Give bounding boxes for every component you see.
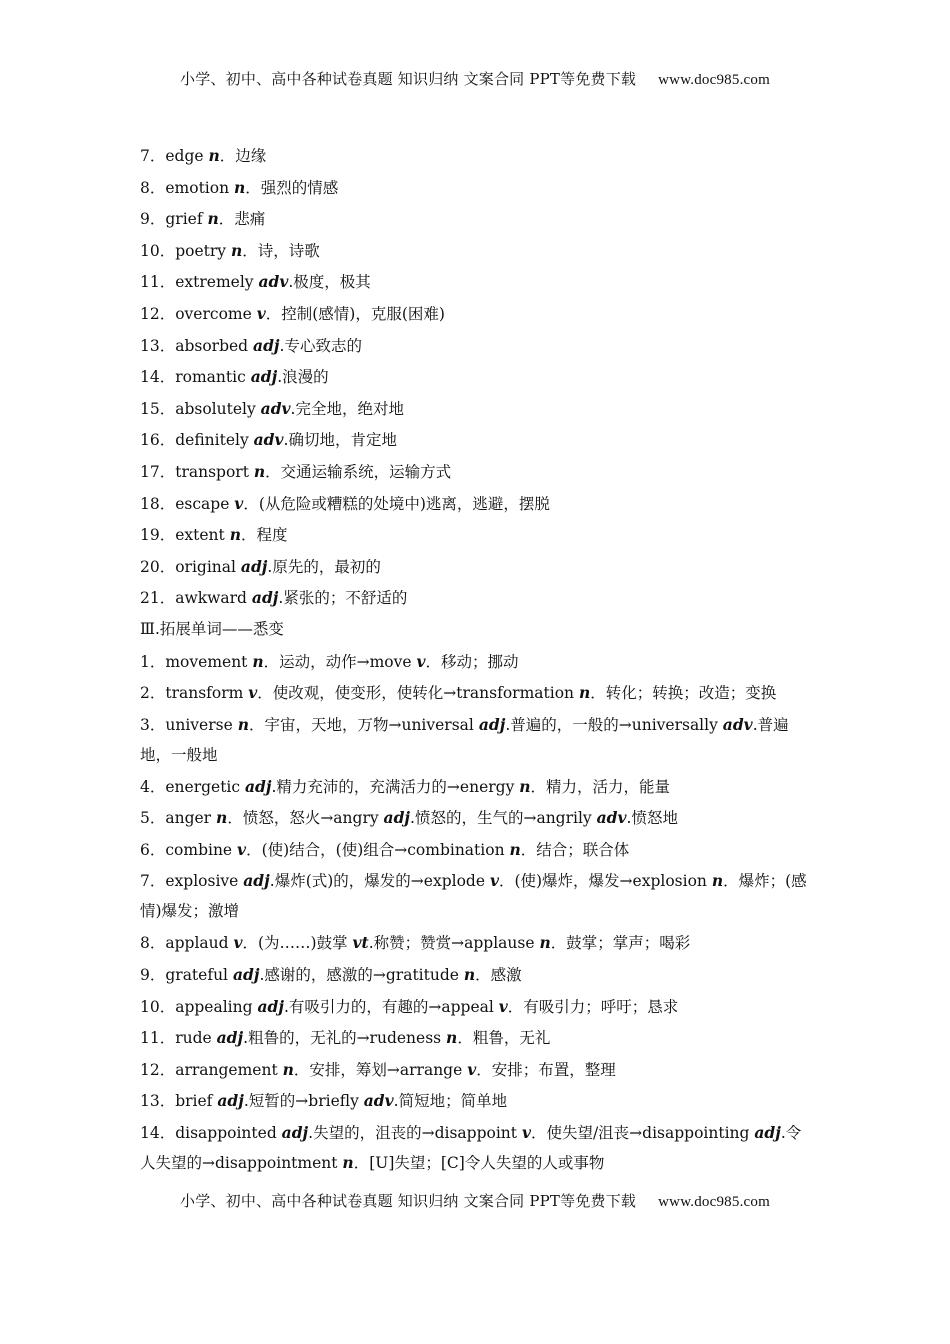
page-header [0,68,950,89]
vocab-item-text: 12．overcome v．控制(感情)，克服(困难) [140,303,445,323]
vocab-item-text: 8．applaud v．(为……)鼓掌 vt.称赞；赞赏→applause n．鼓掌；掌声；喝彩 [140,933,691,953]
part-of-speech: n [237,714,249,734]
part-of-speech: v [256,303,266,323]
part-of-speech: n [282,1059,294,1079]
vocab-item [140,361,812,393]
vocab-item [140,834,812,866]
part-of-speech: n [216,808,228,828]
part-of-speech: n [342,1153,354,1173]
section-heading [140,614,812,646]
part-of-speech: adj [232,965,260,985]
vocab-item-text: 16．definitely adv.确切地，肯定地 [140,430,397,450]
vocab-item-text: 15．absolutely adv.完全地，绝对地 [140,398,404,418]
vocab-item-text: 6．combine v．(使)结合，(使)组合→combination n．结合；联合体 [140,839,630,859]
vocab-item [140,959,812,991]
part-of-speech: adj [383,808,411,828]
footer-text: 小学、初中、高中各种试卷真题 知识归纳 文案合同 PPT等免费下载 [180,1192,637,1210]
vocab-item-text: 13．absorbed adj.专心致志的 [140,335,362,355]
part-of-speech: adj [243,871,270,891]
vocab-item-text: 8．emotion n．强烈的情感 [140,177,339,197]
vocab-item [140,330,812,362]
part-of-speech: adj [216,1028,244,1048]
vocab-item [140,771,812,803]
vocab-item [140,677,812,709]
vocab-item [140,172,812,204]
part-of-speech: n [234,177,246,197]
part-of-speech: n [208,146,220,165]
vocab-item [140,1085,812,1117]
vocab-item-text: 18．escape v．(从危险或糟糕的处境中)逃离，逃避，摆脱 [140,493,550,513]
vocab-item-text: 10．poetry n．诗，诗歌 [140,240,320,260]
vocab-item-text: 14．disappointed adj.失望的，沮丧的→disappoint v．使失望/沮丧→disappointing adj.令人失望的→disappointment n．[U]失望；[C]令人失望的人或事物 [140,1123,802,1173]
vocab-item [140,927,812,959]
part-of-speech: adj [253,335,280,355]
vocab-item [140,140,812,172]
vocab-item-text: 11．extremely adv.极度，极其 [140,272,371,292]
part-of-speech: n [463,965,476,985]
part-of-speech: adv [253,430,284,450]
footer-url: www.doc985.com [658,1194,770,1210]
vocab-item [140,235,812,267]
vocab-item [140,991,812,1023]
part-of-speech: n [519,776,531,796]
part-of-speech: v [489,871,499,891]
vocab-item [140,488,812,520]
vocab-item-text: 20．original adj.原先的，最初的 [140,556,381,576]
part-of-speech: v [416,651,426,671]
part-of-speech: n [446,1028,458,1048]
vocab-item-text: 12．arrangement n．安排，筹划→arrange v．安排；布置，整理 [140,1059,616,1079]
part-of-speech: n [509,839,521,859]
vocab-item-text: 19．extent n．程度 [140,525,288,545]
vocab-item [140,456,812,488]
part-of-speech: adv [722,714,753,734]
vocab-item-text: 1．movement n．运动，动作→move v．移动；挪动 [140,651,519,671]
part-of-speech: n [253,461,266,481]
header-url: www.doc985.com [658,72,770,88]
vocab-item-text: 10．appealing adj.有吸引力的，有趣的→appeal v．有吸引力；呼吁；恳求 [140,996,679,1016]
part-of-speech: v [521,1123,531,1143]
vocab-item [140,393,812,425]
vocabulary-list [140,140,812,1179]
vocab-item [140,203,812,235]
part-of-speech: adj [754,1123,781,1143]
part-of-speech: v [498,996,508,1016]
part-of-speech: adv [260,398,291,418]
part-of-speech: n [229,525,241,545]
part-of-speech: n [578,683,591,703]
part-of-speech: adj [251,588,279,608]
part-of-speech: v [234,493,244,513]
vocab-item-text: 2．transform v．使改观，使变形，使转化→transformation n．转化；转换；改造；变换 [140,683,777,703]
vocab-item-text: 13．brief adj.短暂的→briefly adv.简短地；简单地 [140,1091,508,1111]
vocab-item [140,424,812,456]
vocab-item-text: 17．transport n．交通运输系统，运输方式 [140,461,452,481]
part-of-speech: n [252,651,264,671]
part-of-speech: adj [217,1091,244,1111]
vocab-item [140,802,812,834]
part-of-speech: vt [352,933,369,953]
vocab-item-text: 4．energetic adj.精力充沛的，充满活力的→energy n．精力，活力，能量 [140,776,671,796]
vocab-item [140,1054,812,1086]
header-text: 小学、初中、高中各种试卷真题 知识归纳 文案合同 PPT等免费下载 [180,70,637,88]
part-of-speech: v [248,683,258,703]
part-of-speech: adj [250,367,278,387]
vocab-item [140,551,812,583]
part-of-speech: n [711,871,724,891]
vocab-item-text: 11．rude adj.粗鲁的，无礼的→rudeness n．粗鲁，无礼 [140,1028,551,1048]
vocab-item [140,266,812,298]
vocab-item-text: 5．anger n．愤怒，怒火→angry adj.愤怒的，生气的→angrily adv.愤怒地 [140,808,678,828]
part-of-speech: n [230,240,243,260]
vocab-item [140,1117,812,1179]
part-of-speech: v [233,933,243,953]
page-footer [0,1190,950,1211]
part-of-speech: adj [245,776,272,796]
vocab-item [140,1022,812,1054]
part-of-speech: adj [281,1123,309,1143]
vocab-item-text: 14．romantic adj.浪漫的 [140,367,329,387]
vocab-item-text: 21．awkward adj.紧张的；不舒适的 [140,588,408,608]
vocab-item-text: 9．grief n．悲痛 [140,209,266,229]
part-of-speech: adj [478,714,506,734]
vocab-item-text: Ⅲ.拓展单词——悉变 [140,619,284,638]
part-of-speech: adv [596,808,627,828]
part-of-speech: adj [240,556,268,576]
part-of-speech: adj [257,996,284,1016]
part-of-speech: n [207,209,219,229]
vocab-item [140,865,812,927]
vocab-item-text: 7．edge n．边缘 [140,146,267,165]
vocab-item [140,709,812,771]
vocab-item-text: 9．grateful adj.感谢的，感激的→gratitude n．感激 [140,965,522,985]
part-of-speech: v [237,839,247,859]
vocab-item-text: 7．explosive adj.爆炸(式)的，爆发的→explode v．(使)爆炸，爆发→explosion n．爆炸；(感情)爆发；激增 [140,871,807,921]
vocab-item [140,646,812,678]
part-of-speech: adv [258,272,289,292]
vocab-item [140,582,812,614]
vocab-item [140,298,812,330]
vocab-item [140,519,812,551]
part-of-speech: v [467,1059,477,1079]
part-of-speech: n [539,933,551,953]
part-of-speech: adv [363,1091,394,1111]
vocab-item-text: 3．universe n．宇宙，天地，万物→universal adj.普遍的，一般的→universally adv.普遍地，一般地 [140,714,789,764]
